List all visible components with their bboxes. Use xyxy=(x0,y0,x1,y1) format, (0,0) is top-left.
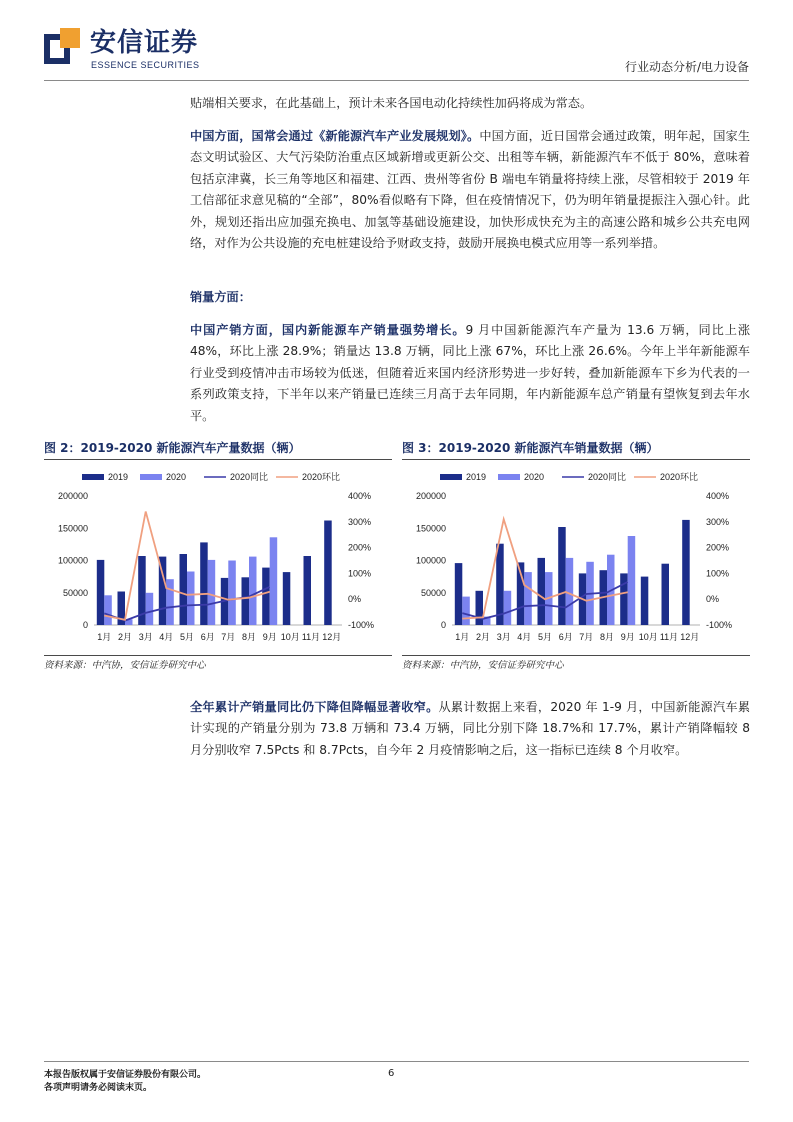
bar-2019 xyxy=(620,573,628,625)
x-tick-label: 10月 xyxy=(280,632,300,642)
paragraph-china-policy: 中国方面，国常会通过《新能源汽车产业发展规划》。中国方面，近日国常会通过政策，明年起，国家生态文明试验区、大气污染防治重点区域新增或更新公交、出租等车辆，新能源汽车不低于 80%，意味着包括京津冀，长三角等地区和福建、江西、贵州等省份 B 端电车销量将持续上涨，尽管相较于 2019 年工信部征求意见稿的“全部”，80%看似略有下降，但在疫情情况下，仍为明年销量提振注入强心针。此外，规划还指出应加强充换电、加氢等基础设施建设，加快形成快充为主的高速公路和城乡公共充电网络，对作为公共设施的充电桩建设给予财政支持，鼓励开展换电模式应用等一系列举措。 xyxy=(190,129,751,251)
bar-2019 xyxy=(455,563,463,625)
legend-label: 2020环比 xyxy=(660,472,699,482)
legend-swatch xyxy=(82,474,104,480)
bar-2020 xyxy=(146,593,154,625)
bar-2019 xyxy=(97,560,105,625)
bar-2019 xyxy=(304,556,312,625)
y-tick-label: 50000 xyxy=(62,587,88,598)
x-tick-label: 3月 xyxy=(138,632,153,642)
y2-tick-label: 400% xyxy=(348,491,372,501)
bar-2019 xyxy=(538,558,546,625)
chart-production xyxy=(44,462,392,652)
bar-2019 xyxy=(262,568,270,625)
y2-tick-label: 0% xyxy=(706,594,720,605)
figure-3-rule xyxy=(402,459,750,460)
figure-2-rule xyxy=(44,459,392,460)
y-tick-label: 150000 xyxy=(415,523,446,534)
x-tick-label: 7月 xyxy=(221,632,236,642)
figure-2-source: 资料来源：中汽协，安信证券研究中心 xyxy=(44,660,206,671)
section-heading: 销量方面： xyxy=(190,290,251,304)
x-tick-label: 1月 xyxy=(455,632,470,642)
figure-2-title: 图 2：2019-2020 新能源汽车产量数据（辆） xyxy=(44,441,301,455)
x-tick-label: 6月 xyxy=(558,632,573,642)
chart-sales xyxy=(402,462,750,652)
x-tick-label: 2月 xyxy=(117,632,133,642)
y-tick-label: 50000 xyxy=(420,587,446,598)
bar-2019 xyxy=(641,577,649,625)
x-tick-label: 5月 xyxy=(179,632,195,642)
bar-2019 xyxy=(200,542,208,625)
y2-tick-label: 100% xyxy=(348,568,372,579)
paragraph-lead: 中国方面，国常会通过《新能源汽车产业发展规划》。 xyxy=(190,129,480,143)
bar-2019 xyxy=(682,520,690,625)
bar-2020 xyxy=(628,536,636,625)
y-tick-label: 200000 xyxy=(415,491,446,501)
report-category: 行业动态分析/电力设备 xyxy=(624,60,749,74)
y-tick-label: 100000 xyxy=(415,555,446,566)
bar-2019 xyxy=(476,591,484,625)
y-tick-label: 150000 xyxy=(57,523,88,534)
bar-2020 xyxy=(566,558,574,625)
bar-2020 xyxy=(524,572,532,625)
x-tick-label: 12月 xyxy=(322,632,342,642)
y-tick-label: 0 xyxy=(82,620,88,630)
x-tick-label: 8月 xyxy=(241,632,257,642)
x-tick-label: 8月 xyxy=(599,632,615,642)
figure-3-title: 图 3：2019-2020 新能源汽车销量数据（辆） xyxy=(402,441,659,455)
y2-tick-label: 100% xyxy=(706,568,730,579)
x-tick-label: 5月 xyxy=(537,632,553,642)
bar-2019 xyxy=(662,564,670,625)
x-tick-label: 4月 xyxy=(517,632,532,642)
bar-2020 xyxy=(187,572,195,626)
x-tick-label: 1月 xyxy=(97,632,112,642)
legend-label: 2020同比 xyxy=(588,472,627,482)
header-divider xyxy=(44,80,749,81)
footer-divider xyxy=(44,1061,749,1062)
paragraph-intro: 贴端相关要求，在此基础上，预计未来各国电动化持续性加码将成为常态。 xyxy=(190,96,593,110)
y2-tick-label: 0% xyxy=(348,594,362,605)
logo-icon xyxy=(44,28,80,64)
figure-3-bottom-rule xyxy=(402,655,750,656)
x-tick-label: 10月 xyxy=(638,632,658,642)
figure-2-bottom-rule xyxy=(44,655,392,656)
bar-2020 xyxy=(462,597,470,625)
bar-2020 xyxy=(504,591,512,625)
logo-text-en: ESSENCE SECURITIES xyxy=(91,60,200,70)
y2-tick-label: 200% xyxy=(348,542,372,553)
y-tick-label: 200000 xyxy=(57,491,88,501)
legend-label: 2020 xyxy=(524,472,545,482)
legend-label: 2020同比 xyxy=(230,472,269,482)
paragraph-china-sales: 中国产销方面，国内新能源车产销量强势增长。9 月中国新能源汽车产量为 13.6 万辆，同比上涨 48%，环比上涨 28.9%；销量达 13.8 万辆，同比上涨 67%，环比上涨 26.6%。今年上半年新能源车行业受到疫情冲击市场较为低迷，但随着近来国内经济形势进一步好转，叠加新能源车下乡为代表的一系列政策支持，下半年以来产销量已连续三月高于去年同期，年内新能源车总产销量有望恢复到去年水平。 xyxy=(190,323,751,423)
page-number: 6 xyxy=(388,1068,395,1079)
x-tick-label: 6月 xyxy=(200,632,215,642)
bar-2019 xyxy=(180,554,188,625)
bar-2020 xyxy=(208,560,216,625)
figure-3-source: 资料来源：中汽协，安信证券研究中心 xyxy=(402,660,564,671)
x-tick-label: 2月 xyxy=(475,632,491,642)
x-tick-label: 7月 xyxy=(579,632,594,642)
bar-2020 xyxy=(104,595,112,625)
y-tick-label: 100000 xyxy=(57,555,88,566)
y-tick-label: 0 xyxy=(440,620,446,630)
legend-label: 2020 xyxy=(166,472,187,482)
legend-label: 2019 xyxy=(466,472,487,482)
footer-disclaimer: 各项声明请务必阅读末页。 xyxy=(44,1083,153,1093)
y2-tick-label: 300% xyxy=(706,516,730,527)
logo-text-cn: 安信证券 xyxy=(90,28,199,58)
x-tick-label: 3月 xyxy=(496,632,511,642)
bar-2019 xyxy=(496,544,504,625)
bar-2019 xyxy=(242,577,250,625)
bar-2020 xyxy=(249,557,257,625)
bar-2019 xyxy=(558,527,566,625)
bar-2020 xyxy=(228,561,236,626)
legend-label: 2020环比 xyxy=(302,472,341,482)
bar-2020 xyxy=(270,537,278,625)
x-tick-label: 9月 xyxy=(262,632,277,642)
bar-2019 xyxy=(283,572,291,625)
x-tick-label: 9月 xyxy=(620,632,635,642)
legend-swatch xyxy=(498,474,520,480)
x-tick-label: 11月 xyxy=(659,632,679,642)
x-tick-label: 11月 xyxy=(301,632,321,642)
legend-swatch xyxy=(440,474,462,480)
y2-tick-label: -100% xyxy=(348,620,375,630)
y2-tick-label: -100% xyxy=(706,620,733,630)
x-tick-label: 4月 xyxy=(159,632,174,642)
y2-tick-label: 300% xyxy=(348,516,372,527)
paragraph-lead: 全年累计产销量同比仍下降但降幅显著收窄。 xyxy=(190,700,439,714)
paragraph-cumulative: 全年累计产销量同比仍下降但降幅显著收窄。从累计数据上来看，2020 年 1-9 月，中国新能源汽车累计实现的产销量分别为 73.8 万辆和 73.4 万辆，同比分别下降 18.7%和 17.7%，累计产销降幅较 8 月分别收窄 7.5Pcts 和 8.7Pcts，自今年 2 月疫情影响之后，这一指标已连续 8 个月收窄。 xyxy=(190,700,751,757)
bar-2019 xyxy=(324,521,332,626)
x-tick-label: 12月 xyxy=(680,632,700,642)
footer-copyright: 本报告版权属于安信证券股份有限公司。 xyxy=(44,1070,207,1080)
legend-swatch xyxy=(140,474,162,480)
legend-label: 2019 xyxy=(108,472,129,482)
y2-tick-label: 200% xyxy=(706,542,730,553)
paragraph-lead: 中国产销方面，国内新能源车产销量强势增长。 xyxy=(190,323,466,337)
y2-tick-label: 400% xyxy=(706,491,730,501)
bar-2020 xyxy=(166,579,174,625)
